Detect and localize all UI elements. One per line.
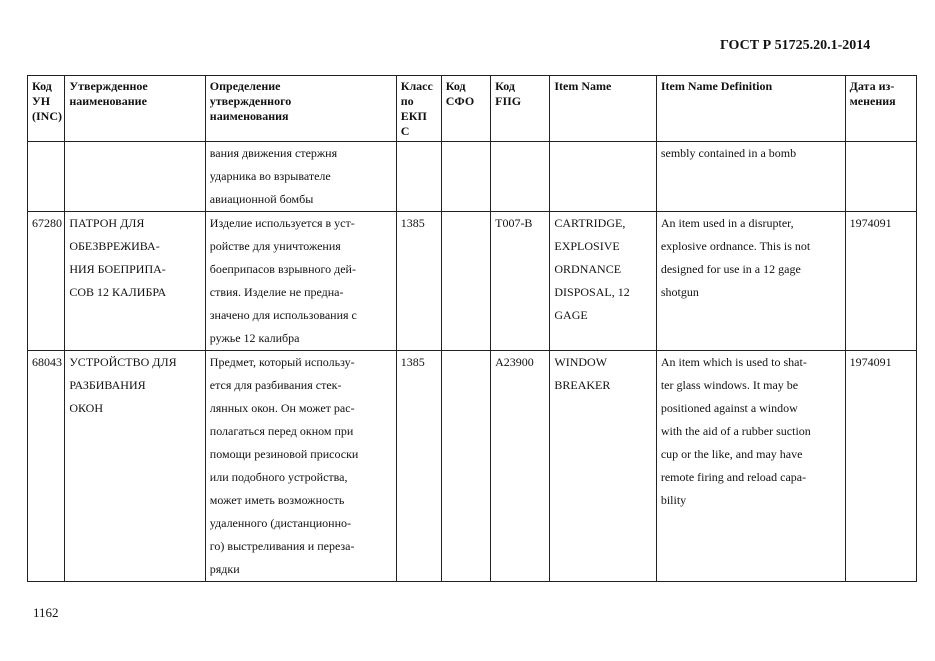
header-item-name xyxy=(550,76,656,142)
cell-line: полагаться перед окном при xyxy=(209,424,354,438)
sfo-cell xyxy=(441,212,490,351)
cell-line: УСТРОЙСТВО ДЛЯ xyxy=(69,355,177,369)
table-row xyxy=(28,142,917,212)
cell-line: ройстве для уничтожения xyxy=(209,239,341,253)
header-sfo xyxy=(441,76,490,142)
cell-line: Предмет, который использу- xyxy=(209,355,355,369)
header-line: Дата из- xyxy=(849,79,895,93)
item-name-cell xyxy=(550,212,656,351)
cell-line: значено для использования с xyxy=(209,308,357,322)
class-cell xyxy=(396,142,441,212)
item-definition-cell xyxy=(656,142,845,212)
approved-name-cell xyxy=(65,351,205,582)
header-line: наименования xyxy=(209,109,289,123)
cell-line: может иметь возможность xyxy=(209,493,345,507)
item-definition-cell xyxy=(656,351,845,582)
header-line: FIIG xyxy=(495,94,522,108)
header-approved-name xyxy=(65,76,205,142)
header-definition xyxy=(205,76,396,142)
cell-line: помощи резиновой присоски xyxy=(209,447,359,461)
cell-line: боеприпасов взрывного дей- xyxy=(209,262,356,276)
change-date-cell xyxy=(845,142,916,212)
cell-line: Изделие используется в уст- xyxy=(209,216,355,230)
header-line: Класс xyxy=(400,79,433,93)
cell-line: bility xyxy=(660,493,687,507)
fiig-cell: A23900 xyxy=(491,351,550,582)
header-line: Код xyxy=(445,79,466,93)
cell-line: GAGE xyxy=(554,308,588,322)
header-fiig xyxy=(491,76,550,142)
header-line: Код xyxy=(495,79,515,93)
cell-line: ПАТРОН ДЛЯ xyxy=(69,216,145,230)
cell-line: ствия. Изделие не предна- xyxy=(209,285,344,299)
cell-line: ружье 12 калибра xyxy=(209,331,300,345)
catalog-table xyxy=(27,75,917,582)
cell-line: CARTRIDGE, xyxy=(554,216,626,230)
approved-name-cell xyxy=(65,212,205,351)
change-date-cell: 1974091 xyxy=(845,212,916,351)
document-standard-header: ГОСТ Р 51725.20.1-2014 xyxy=(720,38,871,53)
table-body xyxy=(28,142,917,582)
header-change-date xyxy=(845,76,916,142)
header-line: СФО xyxy=(445,94,475,108)
header-line: Определение xyxy=(209,79,281,93)
cell-line: или подобного устройства, xyxy=(209,470,348,484)
cell-line: EXPLOSIVE xyxy=(554,239,620,253)
cell-line: го) выстреливания и переза- xyxy=(209,539,355,553)
cell-line: An item used in a disrupter, xyxy=(660,216,794,230)
inc-cell: 68043 xyxy=(28,351,65,582)
definition-cell xyxy=(205,142,396,212)
cell-line: ORDNANCE xyxy=(554,262,622,276)
cell-line: An item which is used to shat- xyxy=(660,355,807,369)
header-line: менения xyxy=(849,94,896,108)
cell-line: авиационной бомбы xyxy=(209,192,314,206)
header-inc xyxy=(28,76,65,142)
cell-line: РАЗБИВАНИЯ xyxy=(69,378,146,392)
header-line: по xyxy=(400,94,414,108)
page-number: 1162 xyxy=(33,605,59,620)
item-name-cell xyxy=(550,351,656,582)
cell-line: positioned against a window xyxy=(660,401,798,415)
definition-cell xyxy=(205,212,396,351)
cell-line: ter glass windows. It may be xyxy=(660,378,799,392)
cell-line: рядки xyxy=(209,562,240,576)
cell-line: sembly contained in a bomb xyxy=(660,146,797,160)
header-line: Item Name Definition xyxy=(660,79,773,93)
fiig-cell xyxy=(491,142,550,212)
cell-line: remote firing and reload capa- xyxy=(660,470,807,484)
class-cell: 1385 xyxy=(396,212,441,351)
cell-line: shotgun xyxy=(660,285,699,299)
cell-line: WINDOW xyxy=(554,355,608,369)
header-line: Item Name xyxy=(554,79,612,93)
cell-line: DISPOSAL, 12 xyxy=(554,285,630,299)
cell-line: with the aid of a rubber suction xyxy=(660,424,811,438)
approved-name-cell xyxy=(65,142,205,212)
table-header-row xyxy=(28,76,917,142)
definition-cell xyxy=(205,351,396,582)
header-item-definition xyxy=(656,76,845,142)
cell-line: НИЯ БОЕПРИПА- xyxy=(69,262,166,276)
cell-line: вания движения стержня xyxy=(209,146,338,160)
table-row xyxy=(28,212,917,351)
sfo-cell xyxy=(441,351,490,582)
cell-line: лянных окон. Он может рас- xyxy=(209,401,355,415)
item-definition-cell xyxy=(656,212,845,351)
cell-line: ОБЕЗВРЕЖИВА- xyxy=(69,239,160,253)
class-cell: 1385 xyxy=(396,351,441,582)
cell-line: explosive ordnance. This is not xyxy=(660,239,811,253)
header-line: ЕКП xyxy=(400,109,427,123)
header-line: УН xyxy=(32,94,51,108)
header-line: Утвержденное xyxy=(69,79,148,93)
table-row xyxy=(28,351,917,582)
table-header xyxy=(28,76,917,142)
header-class xyxy=(396,76,441,142)
cell-line: BREAKER xyxy=(554,378,611,392)
cell-line: cup or the like, and may have xyxy=(660,447,803,461)
item-name-cell xyxy=(550,142,656,212)
header-line: Код xyxy=(32,79,52,93)
cell-line: ется для разбивания стек- xyxy=(209,378,342,392)
change-date-cell: 1974091 xyxy=(845,351,916,582)
header-line: С xyxy=(400,124,410,138)
inc-cell xyxy=(28,142,65,212)
cell-line: ударника во взрывателе xyxy=(209,169,331,183)
cell-line: СОВ 12 КАЛИБРА xyxy=(69,285,167,299)
header-line: утвержденного xyxy=(209,94,292,108)
cell-line: designed for use in a 12 gage xyxy=(660,262,801,276)
sfo-cell xyxy=(441,142,490,212)
fiig-cell: T007-B xyxy=(491,212,550,351)
header-line: наименование xyxy=(69,94,147,108)
cell-line: удаленного (дистанционно- xyxy=(209,516,352,530)
inc-cell: 67280 xyxy=(28,212,65,351)
header-line: (INC) xyxy=(32,109,62,123)
cell-line: ОКОН xyxy=(69,401,104,415)
